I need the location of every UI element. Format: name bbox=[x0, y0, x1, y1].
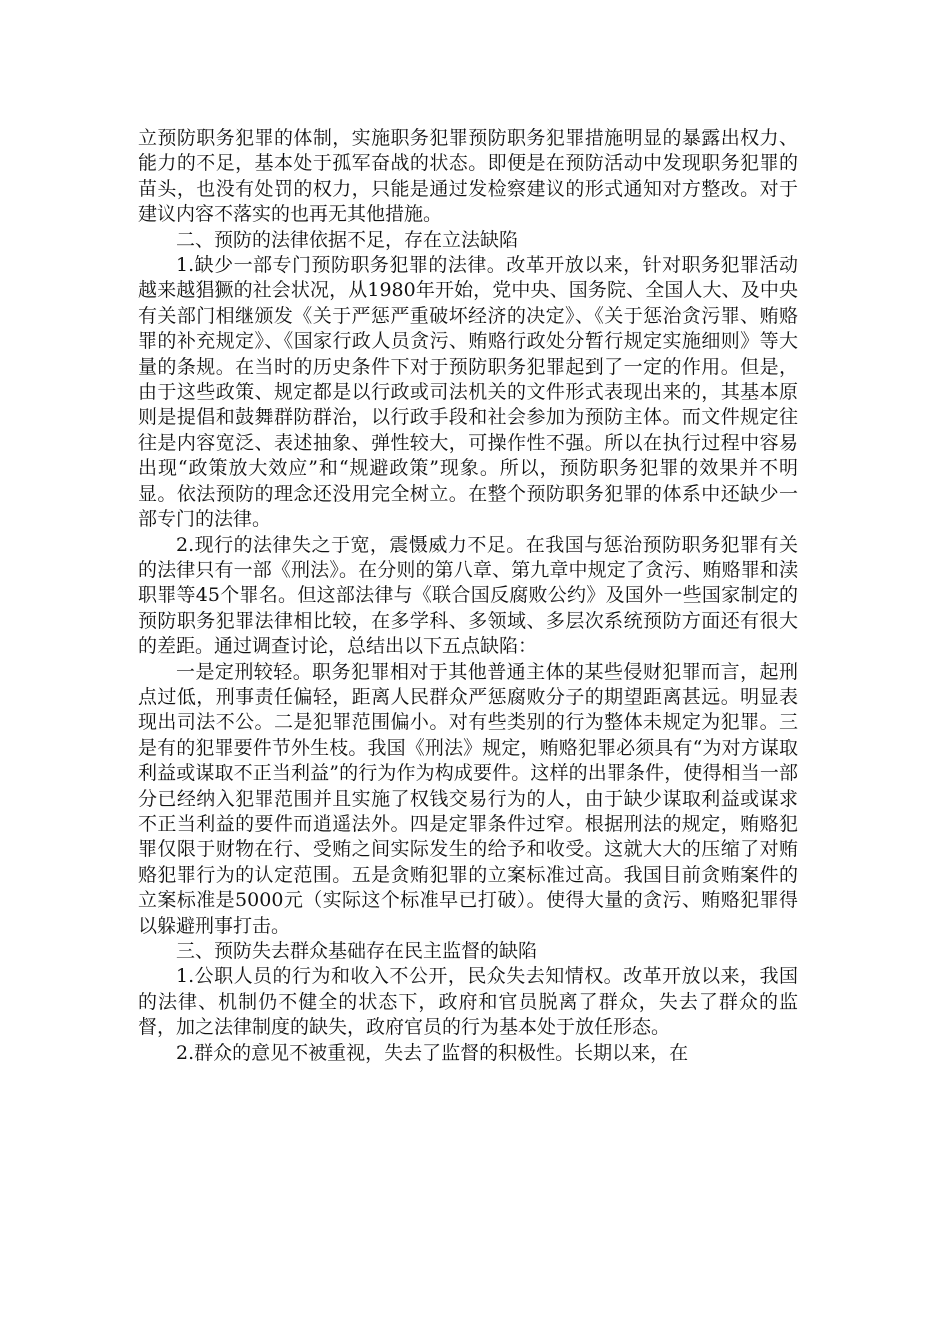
paragraph-2-2: 2.现行的法律失之于宽，震慑威力不足。在我国与惩治预防职务犯罪有关的法律只有一部《刑法》。在分则的第八章、第九章中规定了贪污、贿赂罪和渎职罪等45个罪名。但这部法律与《联合国反腐败公约》及国外一些国家制定的预防职务犯罪法律相比较，在多学科、多领域、多层次系统预防方面还有很大的差距。通过调查讨论，总结出以下五点缺陷： bbox=[138, 533, 798, 658]
paragraph-3-2: 2.群众的意见不被重视，失去了监督的积极性。长期以来，在 bbox=[176, 1041, 689, 1064]
paragraph-3-1: 1.公职人员的行为和收入不公开，民众失去知情权。改革开放以来，我国的法律、机制仍不健全的状态下，政府和官员脱离了群众，失去了群众的监督，加之法律制度的缺失，政府官员的行为基本处于放任形态。 bbox=[138, 965, 798, 1039]
paragraph-five-defects: 一是定刑较轻。职务犯罪相对于其他普通主体的某些侵财犯罪而言，起刑点过低，刑事责任偏轻，距离人民群众严惩腐败分子的期望距离甚远。明显表现出司法不公。二是犯罪范围偏小。对有些类别的行为整体未规定为犯罪。三是有的犯罪要件节外生枝。我国《刑法》规定，贿赂犯罪必须具有“为对方谋取利益或谋取不正当利益”的行为作为构成要件。这样的出罪条件，使得相当一部分已经纳入犯罪范围并且实施了权钱交易行为的人，由于缺少谋取利益或谋求不正当利益的要件而逍遥法外。四是定罪条件过窄。根据刑法的规定，贿赂犯罪仅限于财物在行、受贿之间实际发生的给予和收受。这就大大的压缩了对贿赂犯罪行为的认定范围。五是贪贿犯罪的立案标准过高。我国目前贪贿案件的立案标准是5000元（实际这个标准早已打破）。使得大量的贪污、贿赂犯罪得以躲避刑事打击。 bbox=[138, 660, 798, 937]
section-heading-2: 二、预防的法律依据不足，存在立法缺陷 bbox=[176, 228, 519, 251]
paragraph-continuation: 立预防职务犯罪的体制，实施职务犯罪预防职务犯罪措施明显的暴露出权力、能力的不足，基本处于孤军奋战的状态。即便是在预防活动中发现职务犯罪的苗头，也没有处罚的权力，只能是通过发检察建议的形式通知对方整改。对于建议内容不落实的也再无其他措施。 bbox=[138, 127, 798, 226]
section-heading-3: 三、预防失去群众基础存在民主监督的缺陷 bbox=[176, 940, 538, 962]
document-body bbox=[138, 126, 798, 1066]
paragraph-2-1: 1.缺少一部专门预防职务犯罪的法律。改革开放以来，针对职务犯罪活动越来越猖獗的社会状况，从1980年开始，党中央、国务院、全国人大、及中央有关部门相继颁发《关于严惩严重破坏经济的决定》、《关于惩治贪污罪、贿赂罪的补充规定》、《国家行政人员贪污、贿赂行政处分暂行规定实施细则》等大量的条规。在当时的历史条件下对于预防职务犯罪起到了一定的作用。但是，由于这些政策、规定都是以行政或司法机关的文件形式表现出来的，其基本原则是提倡和鼓舞群防群治，以行政手段和社会参加为预防主体。而文件规定往往是内容宽泛、表述抽象、弹性较大，可操作性不强。所以在执行过程中容易出现“政策放大效应”和“规避政策”现象。所以，预防职务犯罪的效果并不明显。依法预防的理念还没用完全树立。在整个预防职务犯罪的体系中还缺少一部专门的法律。 bbox=[138, 254, 798, 531]
